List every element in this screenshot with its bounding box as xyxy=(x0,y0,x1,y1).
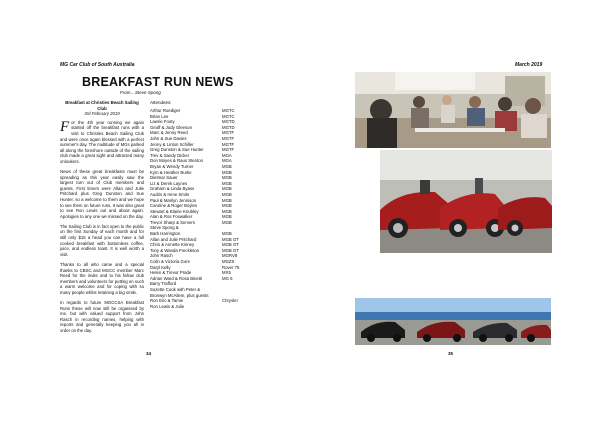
attendee-name: Ron Eric & Tamie xyxy=(150,298,184,304)
attendee-car: MGB xyxy=(222,231,232,237)
attendee-name: Adrian Ward & Rosa Binetti xyxy=(150,275,203,281)
attendee-name: Brian Lee xyxy=(150,113,169,119)
attendee-name: Audris & Irene Smits xyxy=(150,191,190,197)
attendee-car: MGTF xyxy=(222,147,235,153)
attendee-name: Dietmar Sauer xyxy=(150,175,178,181)
attendee-car: MGB xyxy=(222,186,232,192)
photo-breakfast-crowd xyxy=(355,72,551,148)
attendee-name: Arthur Ruediger xyxy=(150,108,181,113)
attendee-car: MGB xyxy=(222,214,232,220)
attendee-name: Tony & Wanda Freckleton xyxy=(150,247,200,253)
attendee-car: MGRV8 xyxy=(222,253,238,259)
paragraph-5: In regards to future MGCCSA Breakfast Runs these will now still be organised by me, but with valued support from John Rasch in recording names, helping with reports and generally keeping you all in order on the day. xyxy=(60,300,144,333)
article-subtitle: Breakfast at Christies Beach Sailing Club xyxy=(65,100,139,111)
paragraph-1: For the 4th year running we again started off the breakfast runs with a visit to Christies Beach Sailing Club and were once again blessed with a perfect summer's day. The multitude of MGs parked all along the foreshore outside of the sailing club made a great sight and attracted many onlookers. xyxy=(60,118,145,164)
attendee-car: MGZS xyxy=(222,259,235,265)
right-page xyxy=(300,0,600,424)
attendee-name: Don Moyes & Raus Stenton xyxy=(150,158,204,164)
attendee-name: Barb Harrington xyxy=(150,231,181,237)
issue-date-header: March 2019 xyxy=(515,62,543,68)
club-header: MG Car Club of South Australia xyxy=(60,62,135,68)
attendee-name: Lawrie Footy xyxy=(150,119,175,125)
attendee-name: Barry Trafford xyxy=(150,281,177,287)
attendee-car: MGB xyxy=(222,219,232,225)
attendee-name: Liz & Derek Laynes xyxy=(150,180,188,186)
attendee-name: Caroline & Roger Boylen xyxy=(150,203,198,209)
attendee-name: Colin & Victoria Gore xyxy=(150,259,191,265)
attendee-car: MGB xyxy=(222,163,232,169)
paragraph-3: The Sailing Club is in fact open to the public on the first Sunday of each month and for still only $15 a head you can have a full cooked breakfast with bottomless coffee, juice, and endless toast. It is well worth a visit. xyxy=(60,223,144,257)
attendee-name: Chris & Annette Kinney xyxy=(150,242,195,248)
attendee-name: Marc & Jenny Reed xyxy=(150,130,188,136)
photo-red-mg-cars xyxy=(380,150,552,253)
attendee-car: MGTF xyxy=(222,130,235,136)
attendee-name: Graham & Linda Byass xyxy=(150,186,195,192)
attendee-car: MGB GT xyxy=(222,242,239,248)
attendee-car: Chrysler xyxy=(222,298,238,304)
attendee-name: John Rasch xyxy=(150,253,173,259)
attendee-car: MGB GT xyxy=(222,247,239,253)
page-number-left: 34 xyxy=(146,351,152,356)
attendee-name: Trevor Sharp & Servers xyxy=(150,219,195,225)
attendee-name: Bronwyn McAllem, plus guests xyxy=(150,292,209,298)
attendee-name: Suzette Cook with Peter & xyxy=(150,287,201,292)
attendees-list xyxy=(150,108,250,309)
attendee-name: Geoff & Judy Gleeson xyxy=(150,124,192,130)
paragraph-4: Thanks to all who came and a special thanks to CBSC and MGCC member Marc Reed for the invite and to his fellow club members and volunteers for putting on such a warm welcome and for coping with so many people whilst retaining a big smile. xyxy=(60,261,144,295)
attendee-name: Ron Lewis & Julie xyxy=(150,303,185,309)
attendee-name: Trev & Sandy Dicker xyxy=(150,152,190,158)
attendee-car: MGA xyxy=(222,158,232,164)
attendee-car: MGB xyxy=(222,169,232,175)
page-number-right: 35 xyxy=(448,351,454,356)
attendee-car: MGTF xyxy=(222,141,235,147)
attendee-car: MGB xyxy=(222,175,232,181)
attendee-car: MGTC xyxy=(222,113,235,119)
attendee-car: MX5 xyxy=(222,270,231,276)
attendee-name: John & Sue Davies xyxy=(150,135,187,141)
attendee-name: Helen & Trevor Prade xyxy=(150,270,192,276)
attendee-name: Bryan & Wendy Turner xyxy=(150,163,194,169)
attendee-car: MGB xyxy=(222,180,232,186)
attendee-car: MGTD xyxy=(222,124,235,130)
photo-foreshore-cars xyxy=(355,298,551,345)
attendee-car: MGB xyxy=(222,191,232,197)
attendee-car xyxy=(222,304,250,310)
attendee-car: MG 6 xyxy=(222,275,233,281)
drop-cap: F xyxy=(60,118,70,135)
attendee-name: Allan and Julie Pritchard xyxy=(150,236,197,242)
attendee-name: Greg Dunston & Sue Hunter xyxy=(150,147,204,153)
attendee-car: MGB xyxy=(222,197,232,203)
attendee-name: Paul & Marilyn Jennison xyxy=(150,197,197,203)
attendee-car: MGB GT xyxy=(222,236,239,242)
attendee-name: Stewart & Elaine Knubley xyxy=(150,208,199,214)
attendee-car: MGTC xyxy=(222,108,235,113)
attendee-car: Rover 75 xyxy=(222,264,240,270)
attendee-name: Steve Spong & xyxy=(150,225,179,231)
attendee-car: MGTD xyxy=(222,119,235,125)
attendees-heading: Attendees: xyxy=(150,100,172,105)
attendee-row xyxy=(150,304,250,310)
article-date: 3rd February 2019 xyxy=(84,111,120,117)
attendee-name: Alan & Ros Foxwalker xyxy=(150,214,193,220)
attendee-car: MGA xyxy=(222,152,232,158)
article-body xyxy=(60,100,144,338)
attendee-name: Jenny & Linton Schiller xyxy=(150,141,194,147)
article-byline: From…Steve Spong xyxy=(120,90,161,95)
attendee-car: MGB xyxy=(222,208,232,214)
attendee-car: MGB xyxy=(222,203,232,209)
attendee-car: MGTF xyxy=(222,135,235,141)
article-title: BREAKFAST RUN NEWS xyxy=(82,75,234,89)
attendee-name: Daryl Kelly xyxy=(150,264,171,270)
paragraph-2: News of these great breakfasts must be spreading as this year easily saw the largest turn out of Club members and guests. First timers were Allan and Julie Pritchard plus Greg Dunston and Sue Hunter, so a welcome to them and we hope to see them on future runs. It was also great to see Ron Lewis out and about again. Apologies to any one we missed on the day. xyxy=(60,169,144,219)
attendee-name: Kym & Heather Burke xyxy=(150,169,192,175)
